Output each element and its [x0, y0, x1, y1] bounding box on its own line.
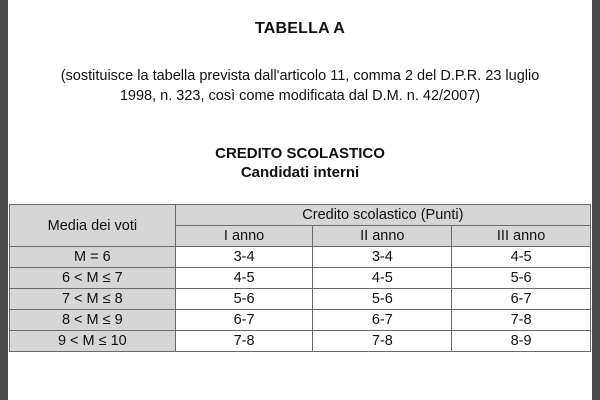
table-cell: 3-4	[175, 247, 313, 268]
header-year: II anno	[313, 226, 452, 247]
header-media-dei-voti: Media dei voti	[10, 205, 176, 247]
table-cell: 4-5	[175, 268, 313, 289]
table-row	[10, 289, 591, 310]
header-year: I anno	[175, 226, 313, 247]
table-cell: 3-4	[313, 247, 452, 268]
table-row	[10, 268, 591, 289]
table-row	[10, 331, 591, 352]
table-cell: 6-7	[313, 310, 452, 331]
table-cell: 6-7	[452, 289, 591, 310]
credito-table	[9, 204, 591, 352]
table-cell: 7-8	[452, 310, 591, 331]
document-subtitle	[18, 66, 582, 106]
document-page	[8, 0, 592, 400]
table-cell: 4-5	[452, 247, 591, 268]
header-credito-scolastico: Credito scolastico (Punti)	[175, 205, 590, 226]
table-row	[10, 310, 591, 331]
table-cell: 7-8	[313, 331, 452, 352]
row-media: 9 < M ≤ 10	[10, 331, 176, 352]
section-heading	[8, 144, 592, 182]
row-media: M = 6	[10, 247, 176, 268]
table-cell: 8-9	[452, 331, 591, 352]
table-cell: 6-7	[175, 310, 313, 331]
header-year: III anno	[452, 226, 591, 247]
row-media: 6 < M ≤ 7	[10, 268, 176, 289]
table-cell: 5-6	[452, 268, 591, 289]
table-row	[10, 247, 591, 268]
subheading-candidati-interni: Candidati interni	[240, 164, 360, 181]
subtitle-line-2: 1998, n. 323, così come modificata dal D.M. n. 42/2007)	[119, 88, 481, 104]
table-cell: 5-6	[313, 289, 452, 310]
table-header-row	[10, 205, 591, 226]
heading-credito-scolastico: CREDITO SCOLASTICO	[215, 145, 385, 162]
document-title: TABELLA A	[254, 20, 346, 37]
subtitle-line-1: (sostituisce la tabella prevista dall'articolo 11, comma 2 del D.P.R. 23 luglio	[60, 68, 540, 84]
table-cell: 4-5	[313, 268, 452, 289]
row-media: 7 < M ≤ 8	[10, 289, 176, 310]
row-media: 8 < M ≤ 9	[10, 310, 176, 331]
table-cell: 5-6	[175, 289, 313, 310]
table-cell: 7-8	[175, 331, 313, 352]
